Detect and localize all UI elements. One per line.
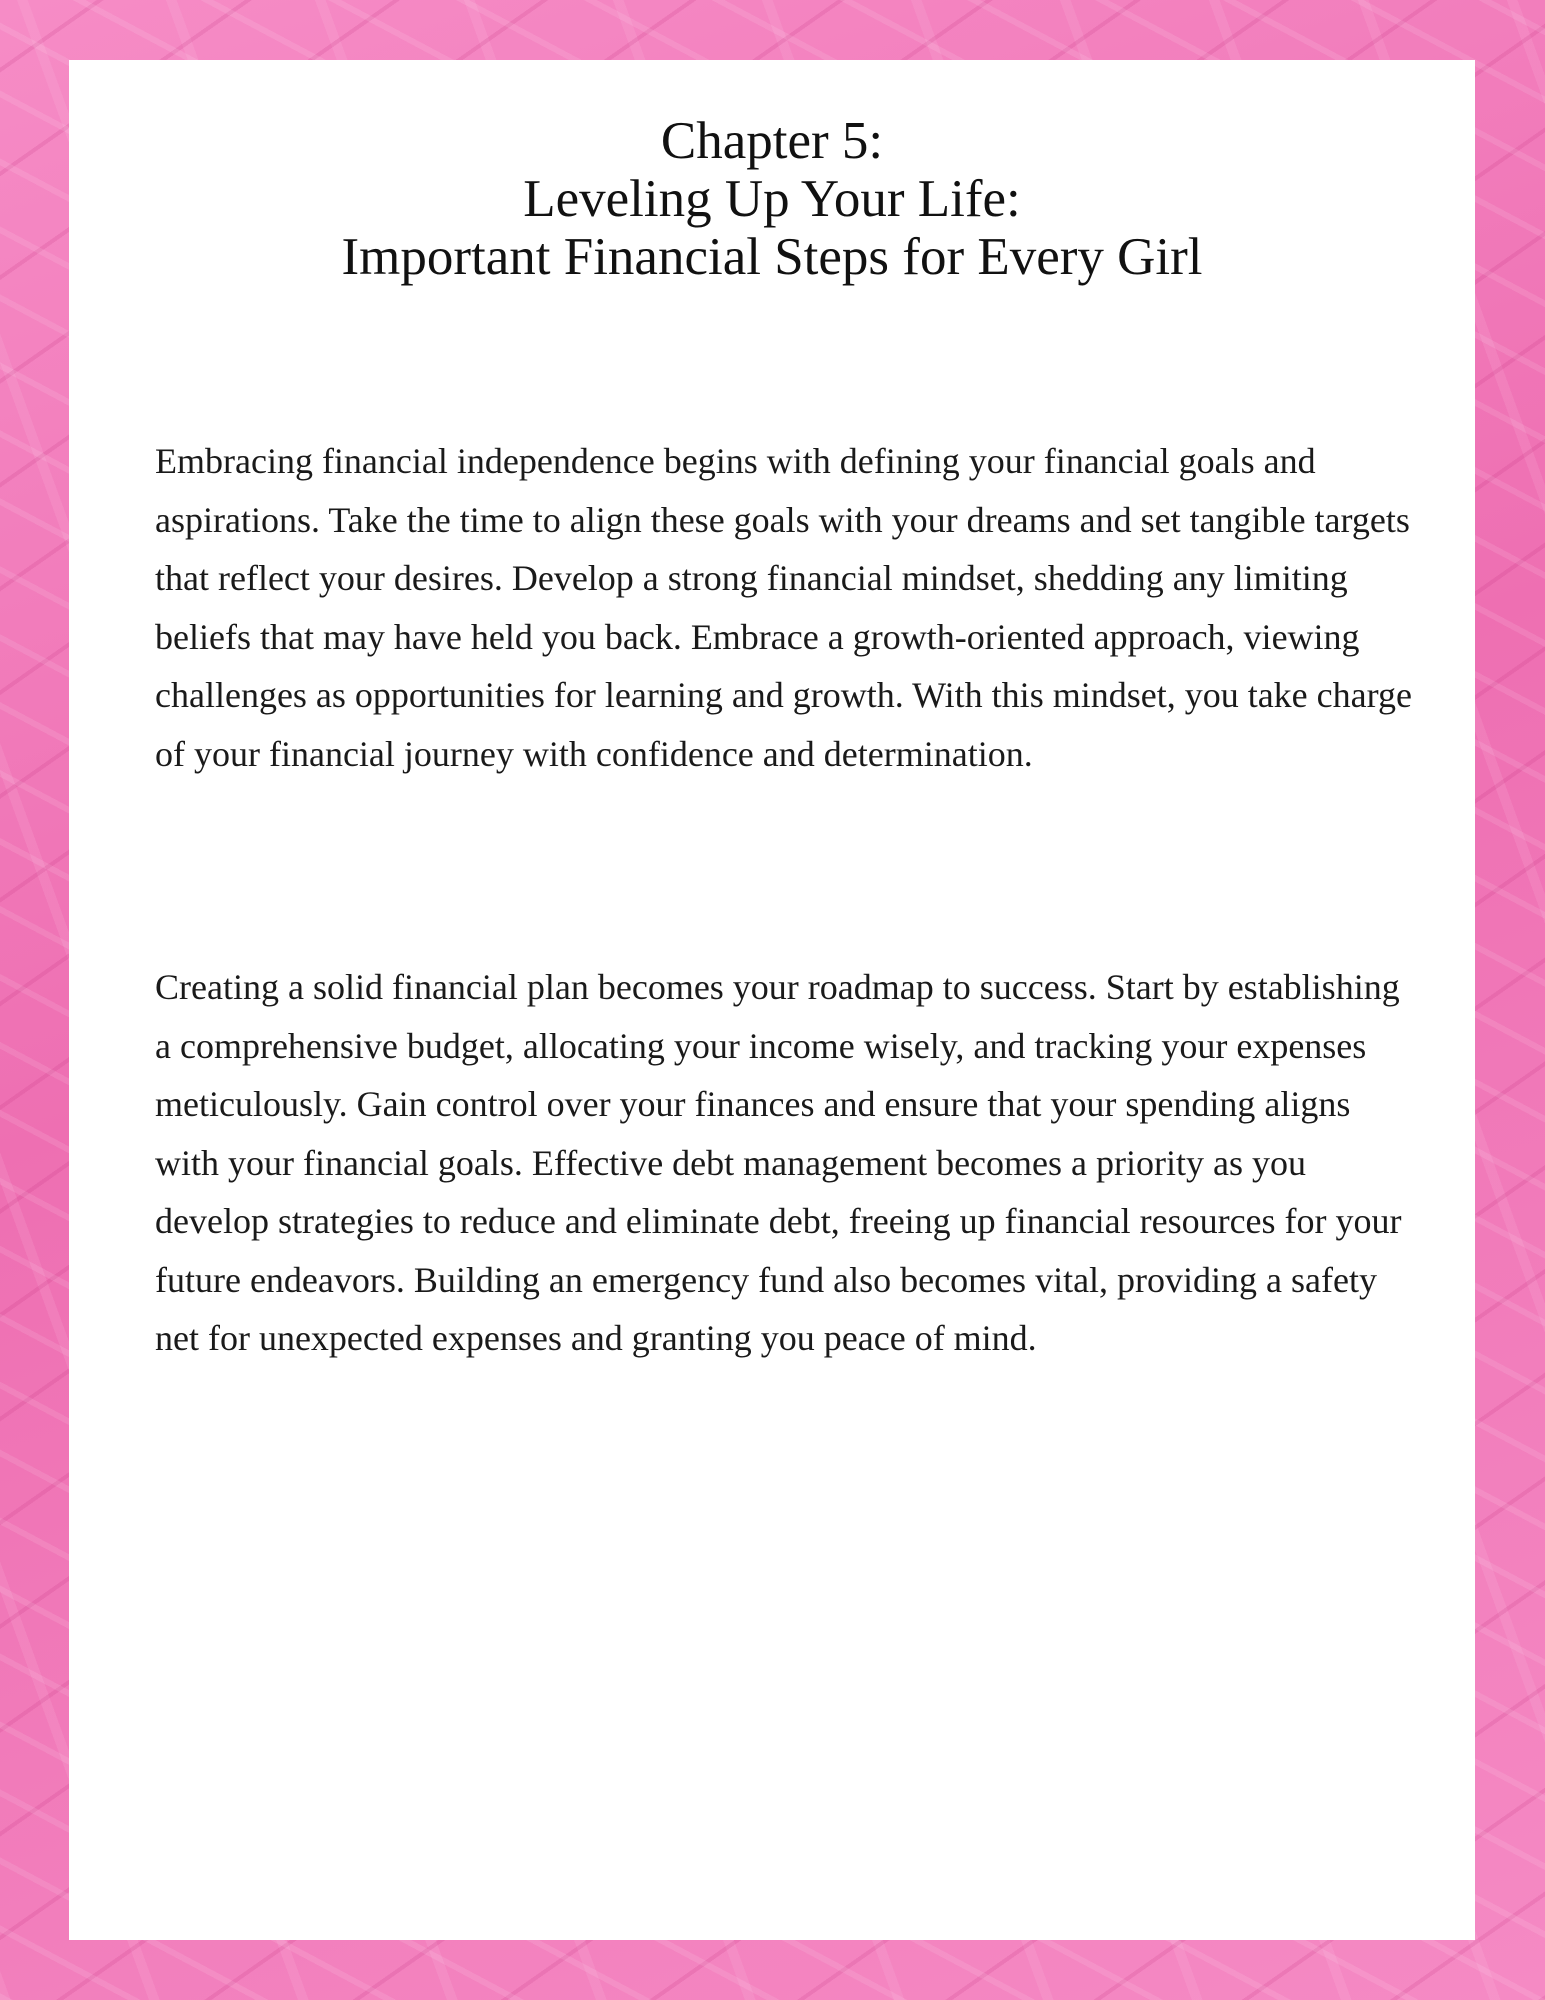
chapter-label: Chapter 5:	[660, 112, 884, 170]
chapter-title-line-1: Leveling Up Your Life:	[523, 170, 1021, 228]
paragraph-1: Embracing financial independence begins with defining your financial goals and aspirations. Take the time to align these goals with your dreams and set tangible targets that reflect your desires. Develop a strong financial mindset, shedding any limiting beliefs that may have held you back. Embrace a growth-oriented approach, viewing challenges as opportunities for learning and growth. With this mindset, you take charge of your financial journey with confidence and determination.	[155, 441, 1412, 774]
document-page	[69, 60, 1475, 1940]
chapter-heading	[69, 112, 1475, 286]
chapter-title-line-2: Important Financial Steps for Every Girl	[341, 228, 1203, 286]
paragraph-2: Creating a solid financial plan becomes your roadmap to success. Start by establishing a comprehensive budget, allocating your income wisely, and tracking your expenses meticulously. Gain control over your finances and ensure that your spending aligns with your financial goals. Effective debt management becomes a priority as you develop strategies to reduce and eliminate debt, freeing up financial resources for your future endeavors. Building an emergency fund also becomes vital, providing a safety net for unexpected expenses and granting you peace of mind.	[155, 967, 1402, 1358]
